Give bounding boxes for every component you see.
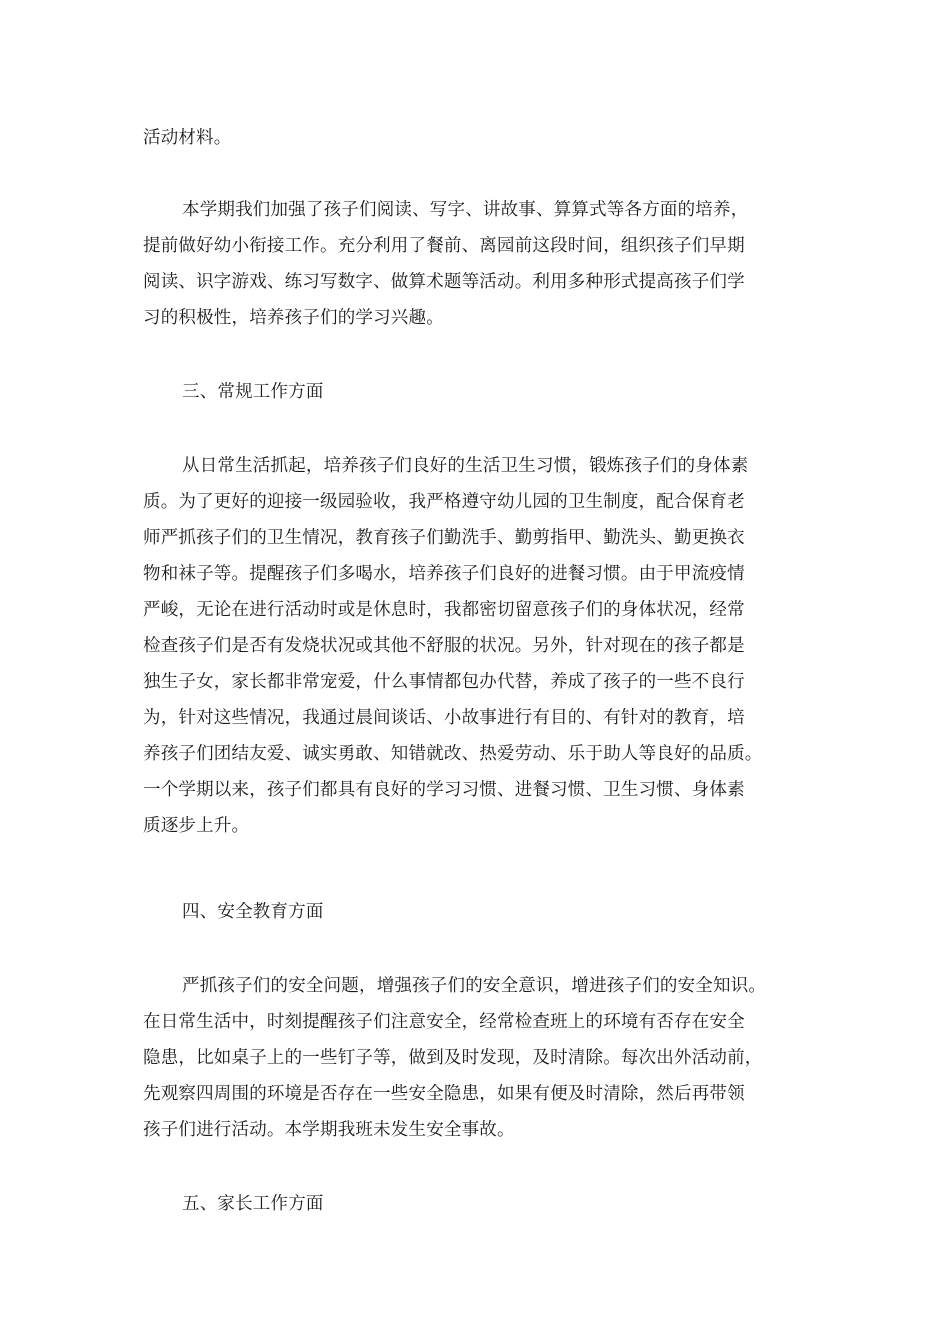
paragraph-line: 孩子们进行活动。本学期我班未发生安全事故。 bbox=[143, 1120, 515, 1140]
paragraph-line: 为，针对这些情况，我通过晨间谈话、小故事进行有目的、有针对的教育，培 bbox=[143, 708, 745, 728]
section-heading-routine-work: 三、常规工作方面 bbox=[182, 382, 324, 402]
paragraph-line: 独生子女，家长都非常宠爱，什么事情都包办代替，养成了孩子的一些不良行 bbox=[143, 672, 745, 692]
paragraph-line: 检查孩子们是否有发烧状况或其他不舒服的状况。另外，针对现在的孩子都是 bbox=[143, 636, 745, 656]
paragraph-line: 提前做好幼小衔接工作。充分利用了餐前、离园前这段时间，组织孩子们早期 bbox=[143, 236, 745, 256]
paragraph-line: 阅读、识字游戏、练习写数字、做算术题等活动。利用多种形式提高孩子们学 bbox=[143, 272, 745, 292]
section-heading-safety-education: 四、安全教育方面 bbox=[182, 902, 324, 922]
paragraph-line: 在日常生活中，时刻提醒孩子们注意安全，经常检查班上的环境有否存在安全 bbox=[143, 1012, 745, 1032]
paragraph-line: 从日常生活抓起，培养孩子们良好的生活卫生习惯，锻炼孩子们的身体素 bbox=[182, 456, 749, 476]
paragraph-line: 习的积极性，培养孩子们的学习兴趣。 bbox=[143, 308, 444, 328]
paragraph-line: 严峻，无论在进行活动时或是休息时，我都密切留意孩子们的身体状况，经常 bbox=[143, 600, 745, 620]
paragraph-line: 质。为了更好的迎接一级园验收，我严格遵守幼儿园的卫生制度，配合保育老 bbox=[143, 492, 745, 512]
paragraph-line: 物和袜子等。提醒孩子们多喝水，培养孩子们良好的进餐习惯。由于甲流疫情 bbox=[143, 564, 745, 584]
paragraph-line: 一个学期以来，孩子们都具有良好的学习习惯、进餐习惯、卫生习惯、身体素 bbox=[143, 780, 745, 800]
paragraph-line: 质逐步上升。 bbox=[143, 816, 250, 836]
section-heading-parent-work: 五、家长工作方面 bbox=[182, 1194, 324, 1214]
paragraph-line: 隐患，比如桌子上的一些钉子等，做到及时发现，及时清除。每次出外活动前， bbox=[143, 1048, 763, 1068]
paragraph-line: 养孩子们团结友爱、诚实勇敢、知错就改、热爱劳动、乐于助人等良好的品质。 bbox=[143, 744, 763, 764]
paragraph-line: 严抓孩子们的安全问题，增强孩子们的安全意识，增进孩子们的安全知识。 bbox=[182, 976, 767, 996]
paragraph-line: 本学期我们加强了孩子们阅读、写字、讲故事、算算式等各方面的培养， bbox=[182, 200, 749, 220]
paragraph-line: 师严抓孩子们的卫生情况，教育孩子们勤洗手、勤剪指甲、勤洗头、勤更换衣 bbox=[143, 528, 745, 548]
paragraph-line: 先观察四周围的环境是否存在一些安全隐患，如果有便及时清除，然后再带领 bbox=[143, 1084, 745, 1104]
intro-fragment: 活动材料。 bbox=[143, 128, 232, 148]
